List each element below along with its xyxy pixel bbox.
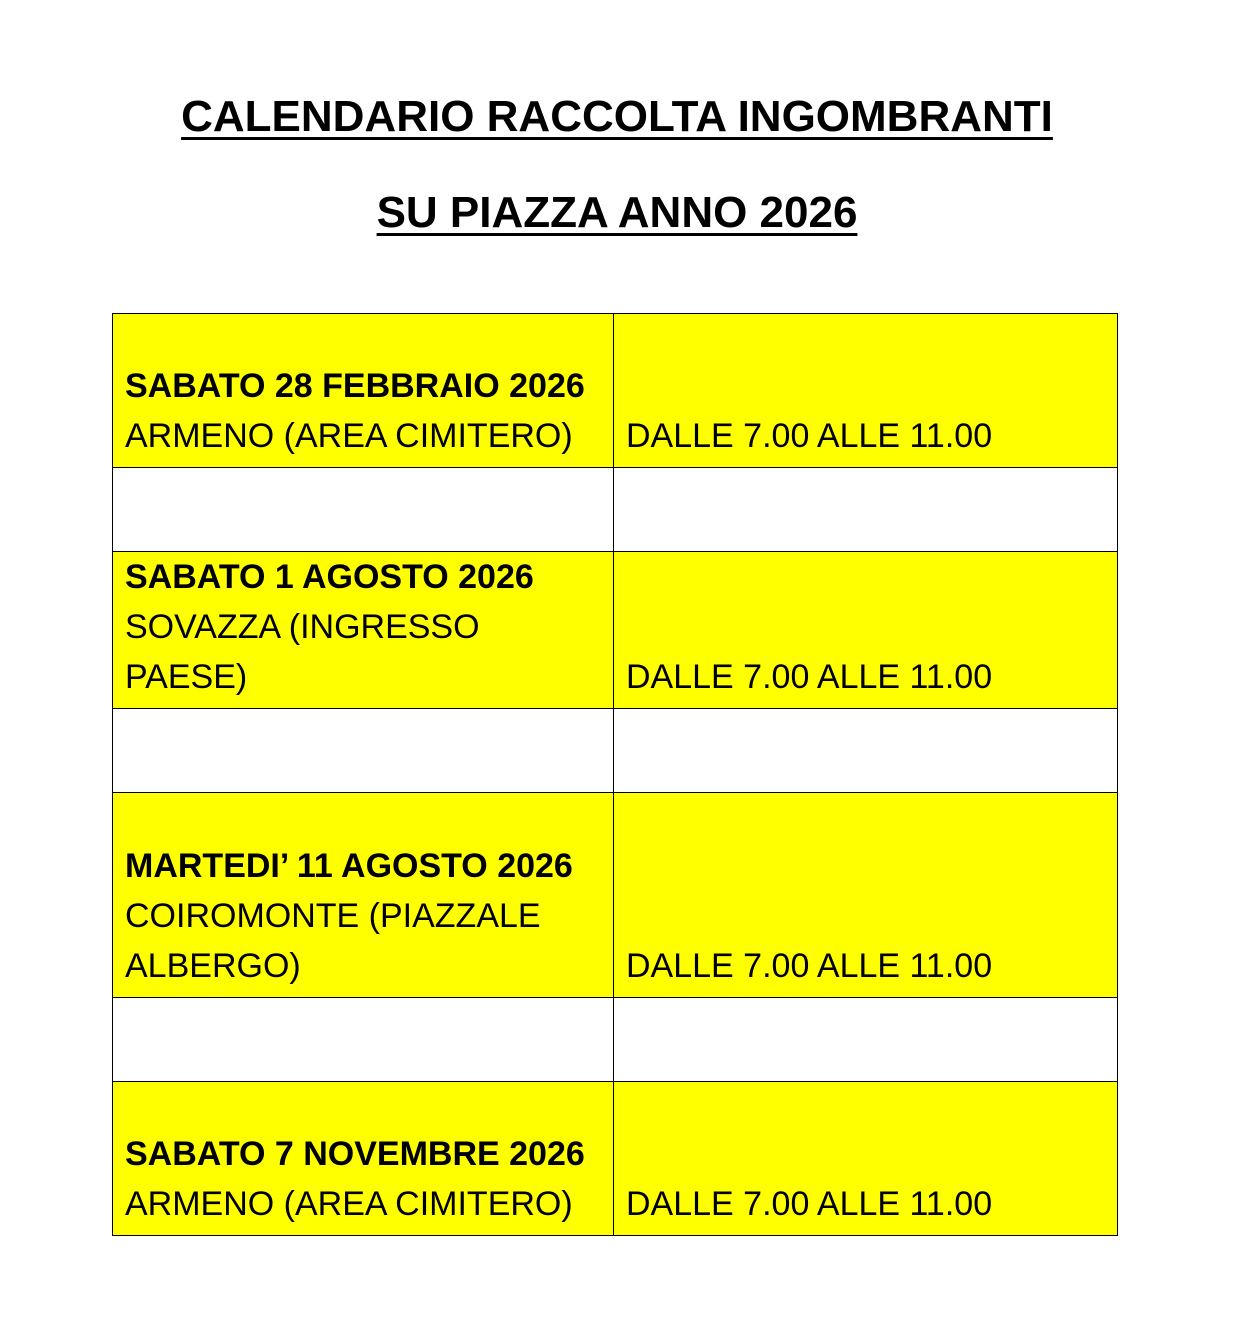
event-place: COIROMONTE (PIAZZALE ALBERGO)	[125, 897, 541, 985]
page-subtitle	[0, 188, 1234, 238]
spacer-row	[113, 468, 1118, 552]
title-line-1: CALENDARIO RACCOLTA INGOMBRANTI	[181, 92, 1053, 141]
event-info-cell	[113, 1082, 614, 1236]
event-hours: DALLE 7.00 ALLE 11.00	[626, 417, 993, 455]
empty-cell	[614, 709, 1118, 793]
event-place: SOVAZZA (INGRESSO PAESE)	[125, 608, 480, 696]
event-hours-cell	[614, 1082, 1118, 1236]
event-hours: DALLE 7.00 ALLE 11.00	[626, 1185, 993, 1223]
event-hours: DALLE 7.00 ALLE 11.00	[626, 947, 993, 985]
spacer-row	[113, 709, 1118, 793]
event-date: SABATO 1 AGOSTO 2026	[125, 558, 534, 596]
event-info-cell	[113, 793, 614, 998]
spacer-row	[113, 998, 1118, 1082]
event-date: SABATO 7 NOVEMBRE 2026	[125, 1135, 585, 1173]
event-place: ARMENO (AREA CIMITERO)	[125, 417, 573, 455]
table-row	[113, 314, 1118, 468]
event-hours: DALLE 7.00 ALLE 11.00	[626, 658, 993, 696]
event-hours-cell	[614, 314, 1118, 468]
empty-cell	[614, 998, 1118, 1082]
empty-cell	[113, 709, 614, 793]
event-place: ARMENO (AREA CIMITERO)	[125, 1185, 573, 1223]
empty-cell	[113, 998, 614, 1082]
empty-cell	[113, 468, 614, 552]
empty-cell	[614, 468, 1118, 552]
event-hours-cell	[614, 793, 1118, 998]
event-date: MARTEDI’ 11 AGOSTO 2026	[125, 847, 573, 885]
collection-calendar-table	[112, 313, 1118, 1236]
table-row	[113, 793, 1118, 998]
table-row	[113, 1082, 1118, 1236]
event-date: SABATO 28 FEBBRAIO 2026	[125, 367, 585, 405]
title-line-2: SU PIAZZA ANNO 2026	[376, 188, 858, 237]
event-info-cell	[113, 314, 614, 468]
event-hours-cell	[614, 552, 1118, 709]
table-row	[113, 552, 1118, 709]
event-info-cell	[113, 552, 614, 709]
page-title	[0, 92, 1234, 142]
